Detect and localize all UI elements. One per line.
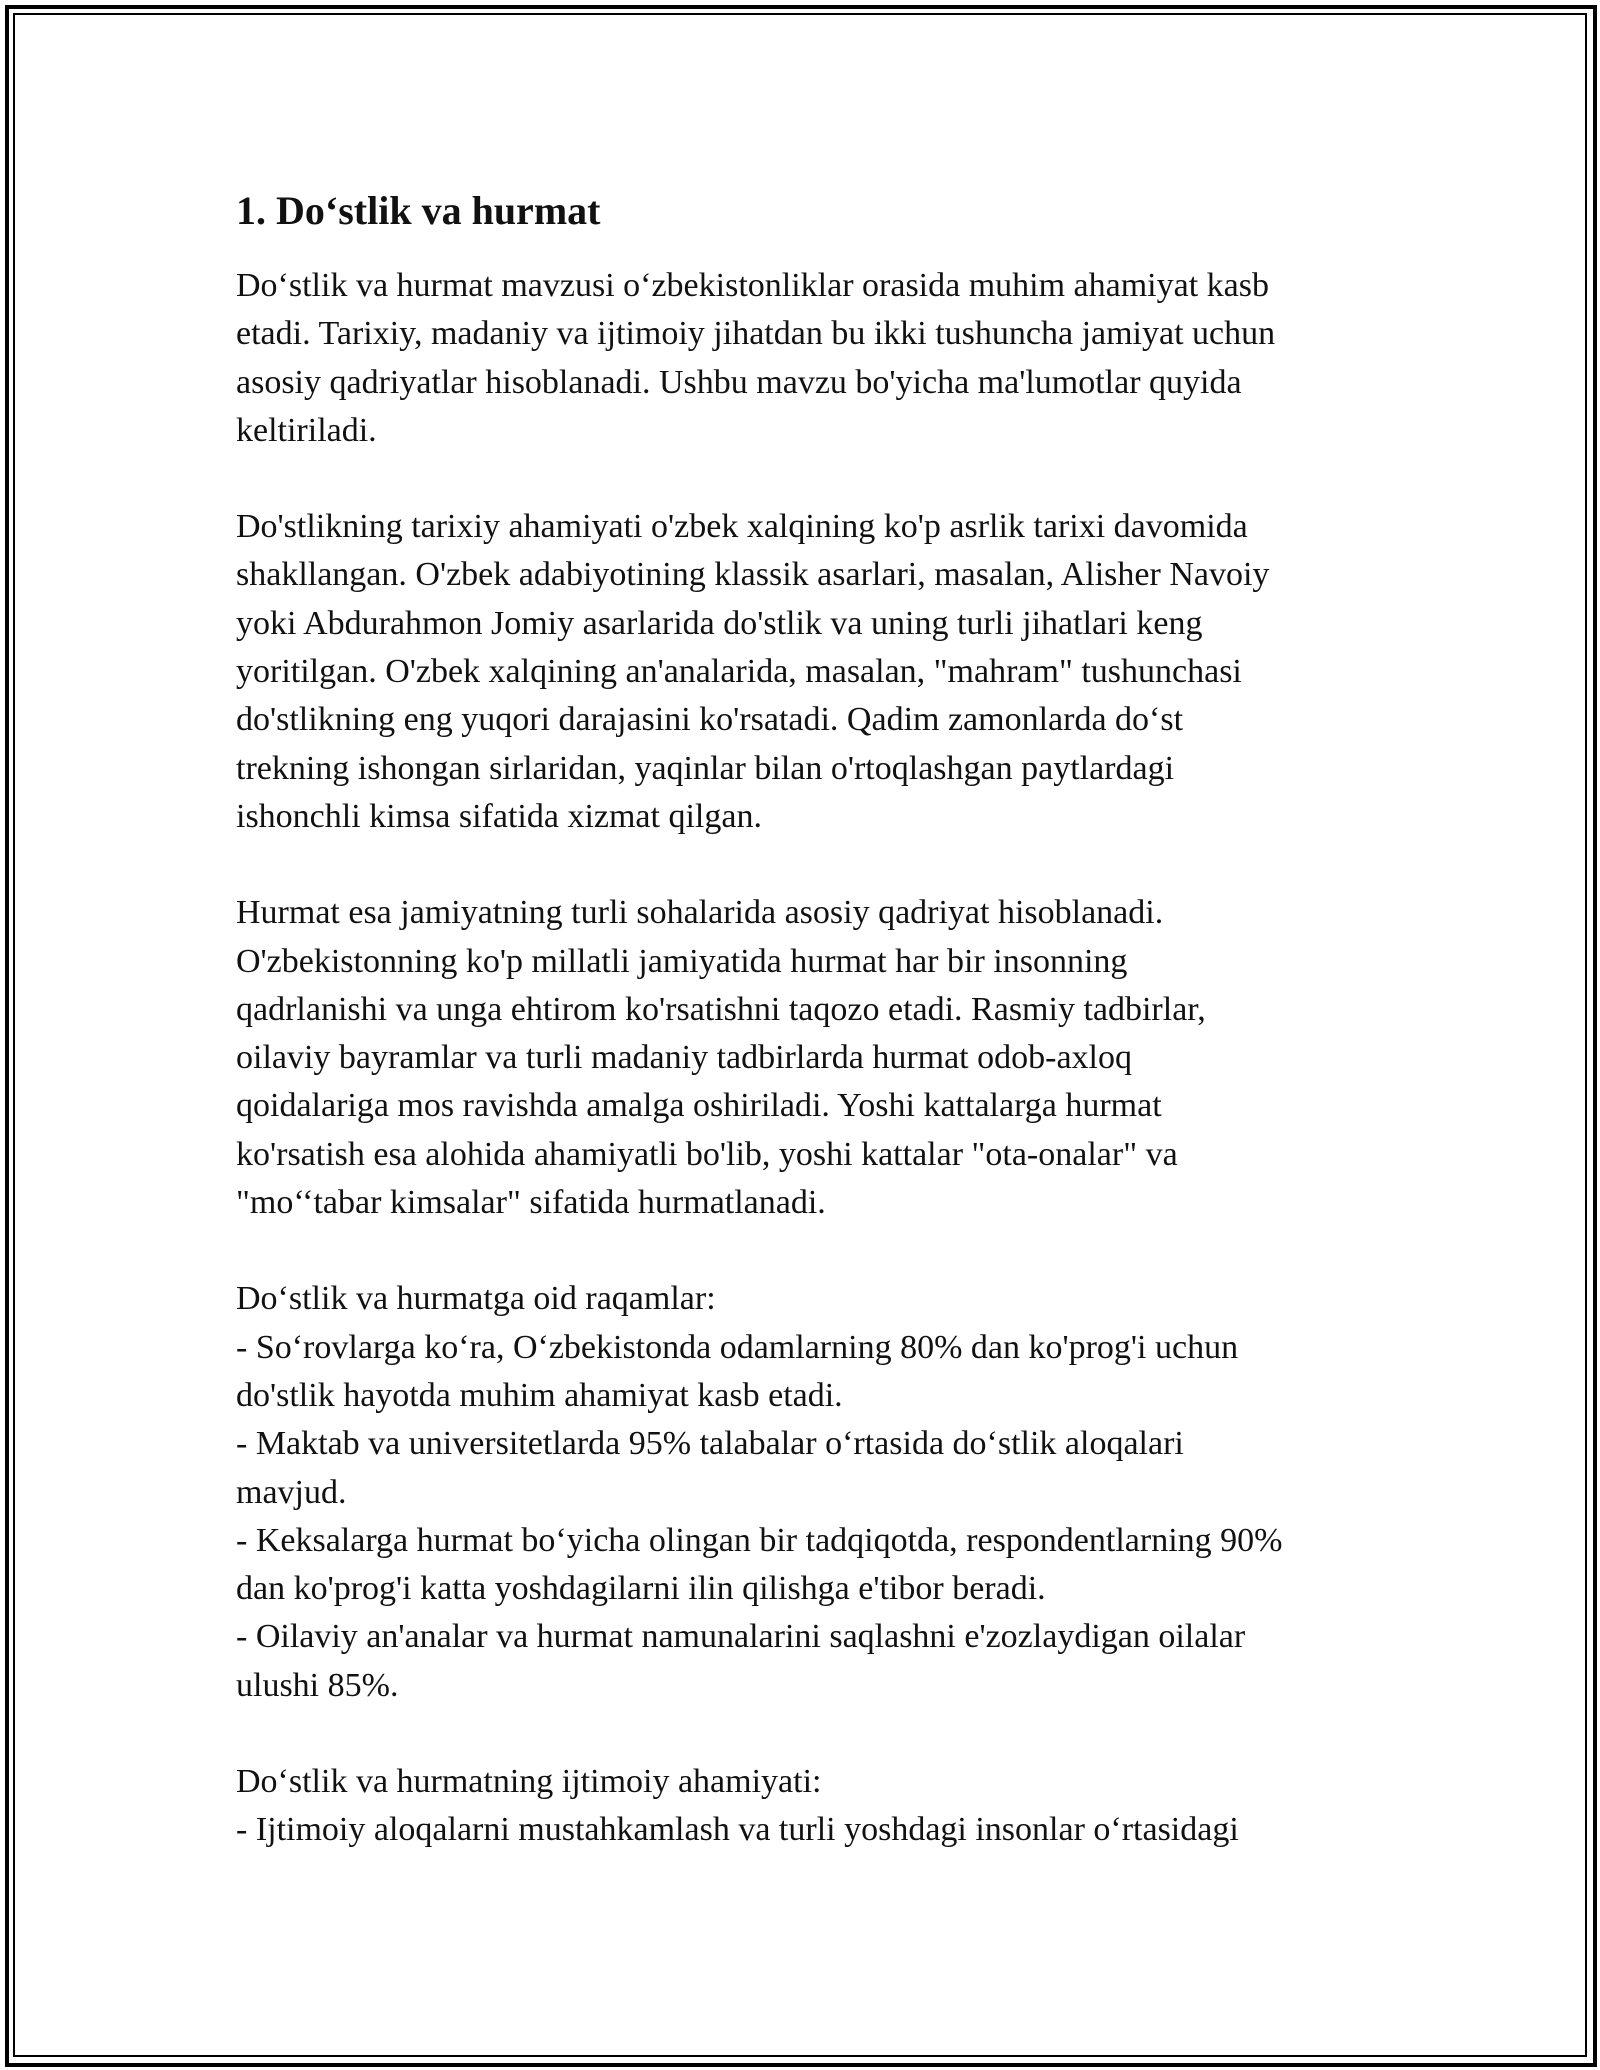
text-line: yoritilgan. O'zbek xalqining an'analarida, masalan, "mahram" tushunchasi bbox=[236, 653, 1242, 691]
text-line: trekning ishongan sirlaridan, yaqinlar bilan o'rtoqlashgan paytlardagi bbox=[236, 749, 1175, 787]
text-line: O'zbekistonning ko'p millatli jamiyatida hurmat har bir insonning bbox=[236, 942, 1128, 980]
paragraph-social-significance bbox=[236, 1758, 1386, 1855]
text-line: "mo‘‘tabar kimsalar" sifatida hurmatlanadi. bbox=[236, 1184, 826, 1222]
text-line: yoki Abdurahmon Jomiy asarlarida do'stlik va uning turli jihatlari keng bbox=[236, 604, 1203, 642]
text-line: Do'stlikning tarixiy ahamiyati o'zbek xalqining ko'p asrlik tarixi davomida bbox=[236, 508, 1248, 546]
list-item: - Oilaviy an'analar va hurmat namunalarini saqlashni e'zozlaydigan oilalar bbox=[236, 1618, 1246, 1656]
text-line: oilaviy bayramlar va turli madaniy tadbirlarda hurmat odob-axloq bbox=[236, 1039, 1132, 1077]
section-heading: 1. Do‘stlik va hurmat bbox=[236, 188, 601, 233]
paragraph-respect bbox=[236, 889, 1386, 1227]
text-line: ishonchli kimsa sifatida xizmat qilgan. bbox=[236, 797, 762, 835]
text-line: qoidalariga mos ravishda amalga oshiriladi. Yoshi kattalarga hurmat bbox=[236, 1087, 1162, 1125]
text-line: Do‘stlik va hurmat mavzusi o‘zbekistonliklar orasida muhim ahamiyat kasb bbox=[236, 267, 1269, 304]
text-line: qadrlanishi va unga ehtirom ko'rsatishni taqozo etadi. Rasmiy tadbirlar, bbox=[236, 990, 1206, 1028]
text-line: Do‘stlik va hurmatga oid raqamlar: bbox=[236, 1280, 716, 1318]
text-line: dan ko'prog'i katta yoshdagilarni ilin qilishga e'tibor beradi. bbox=[236, 1570, 1046, 1608]
paragraph-history bbox=[236, 503, 1386, 841]
list-item: - Maktab va universitetlarda 95% talabalar o‘rtasida do‘stlik aloqalari bbox=[236, 1425, 1184, 1463]
document-page bbox=[236, 186, 1386, 1903]
paragraph-intro bbox=[236, 262, 1386, 455]
text-line: Hurmat esa jamiyatning turli sohalarida asosiy qadriyat hisoblanadi. bbox=[236, 894, 1164, 932]
list-item: - Keksalarga hurmat bo‘yicha olingan bir tadqiqotda, respondentlarning 90% bbox=[236, 1521, 1283, 1559]
text-line: etadi. Tarixiy, madaniy va ijtimoiy jihatdan bu ikki tushuncha jamiyat uchun bbox=[236, 315, 1276, 353]
text-line: keltiriladi. bbox=[236, 411, 377, 449]
paragraph-statistics bbox=[236, 1275, 1386, 1710]
list-item: - So‘rovlarga ko‘ra, O‘zbekistonda odamlarning 80% dan ko'prog'i uchun bbox=[236, 1328, 1239, 1366]
text-line: do'stlik hayotda muhim ahamiyat kasb etadi. bbox=[236, 1376, 843, 1414]
text-line: shakllangan. O'zbek adabiyotining klassik asarlari, masalan, Alisher Navoiy bbox=[236, 556, 1270, 594]
text-line: ulushi 85%. bbox=[236, 1666, 399, 1704]
text-line: do'stlikning eng yuqori darajasini ko'rsatadi. Qadim zamonlarda do‘st bbox=[236, 701, 1184, 739]
text-line: asosiy qadriyatlar hisoblanadi. Ushbu mavzu bo'yicha ma'lumotlar quyida bbox=[236, 363, 1242, 401]
list-item: - Ijtimoiy aloqalarni mustahkamlash va turli yoshdagi insonlar o‘rtasidagi bbox=[236, 1811, 1239, 1849]
text-line: mavjud. bbox=[236, 1473, 347, 1511]
text-line: ko'rsatish esa alohida ahamiyatli bo'lib, yoshi kattalar "ota-onalar" va bbox=[236, 1135, 1178, 1173]
text-line: Do‘stlik va hurmatning ijtimoiy ahamiyati: bbox=[236, 1763, 822, 1801]
